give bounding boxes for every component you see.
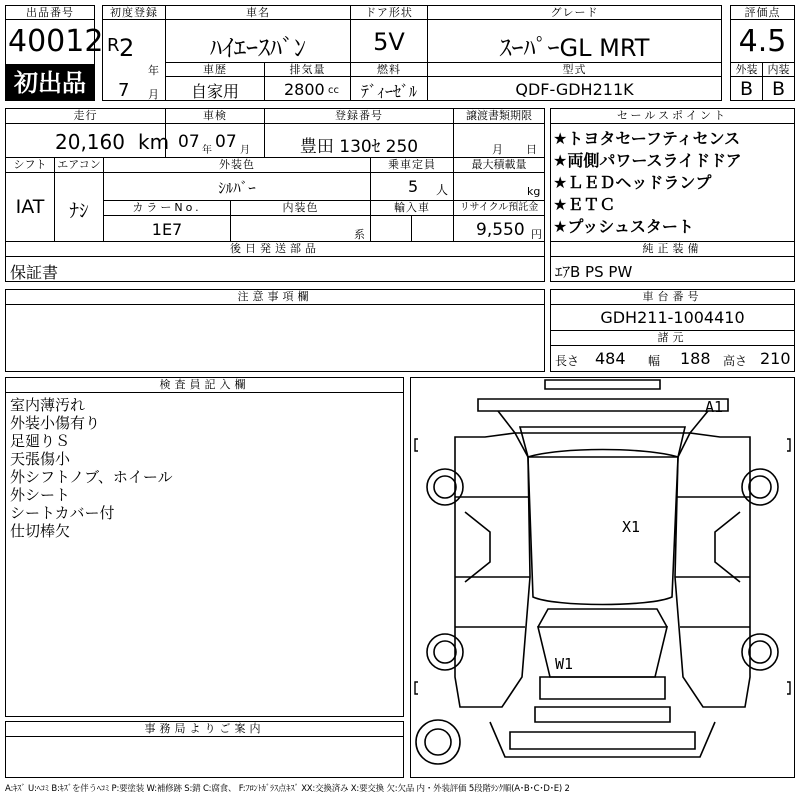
import-cell bbox=[411, 215, 454, 242]
interior-color-label: 内装色 bbox=[230, 200, 371, 216]
width-label: 幅 bbox=[648, 354, 661, 368]
interior-color-suffix: 系 bbox=[354, 228, 365, 241]
shift-label: シフト bbox=[5, 157, 55, 173]
inspector-note: シートカバー付 bbox=[10, 504, 115, 522]
width-value: 188 bbox=[680, 349, 711, 368]
fuel: ﾃﾞｨｰｾﾞﾙ bbox=[360, 82, 417, 101]
car-damage-diagram bbox=[410, 377, 795, 778]
damage-mark-x1: X1 bbox=[622, 518, 641, 536]
transfer-doc-day-unit: 日 bbox=[526, 143, 537, 156]
inspector-note: 仕切棒欠 bbox=[10, 522, 71, 540]
recycle-deposit: 9,550 bbox=[476, 220, 525, 240]
inspection-label: 車検 bbox=[165, 108, 265, 124]
chassis-label: 車台番号 bbox=[550, 289, 795, 305]
capacity: 5 bbox=[408, 177, 419, 196]
color-no: 1E7 bbox=[151, 220, 183, 239]
inspector-label: 検査員記入欄 bbox=[5, 377, 404, 393]
dimensions-label: 諸元 bbox=[550, 330, 795, 346]
displacement-label: 排気量 bbox=[264, 62, 351, 77]
recycle-label: リサイクル預託金 bbox=[453, 200, 545, 216]
inspector-note: 室内薄汚れ bbox=[10, 396, 86, 414]
first-registration-label: 初度登録 bbox=[102, 5, 166, 20]
aircon: ﾅｼ bbox=[69, 200, 89, 222]
lot-number: 40012 bbox=[8, 24, 104, 59]
exterior-score: B bbox=[739, 78, 754, 100]
lot-number-label: 出品番号 bbox=[5, 5, 95, 20]
exterior-score-label: 外装 bbox=[730, 62, 763, 77]
recycle-unit: 円 bbox=[531, 228, 542, 241]
era-mark: R bbox=[107, 35, 120, 56]
history-label: 車歴 bbox=[165, 62, 265, 77]
sales-point-item: ★プッシュスタート bbox=[553, 217, 694, 236]
door-type: 5V bbox=[373, 28, 405, 56]
interior-color-cell bbox=[230, 215, 371, 242]
later-parts-label: 後日発送部品 bbox=[5, 241, 545, 257]
inspection-month-unit: 月 bbox=[240, 145, 250, 156]
legend-footer: A:ｷｽﾞ U:ﾍｺﾐ B:ｷｽﾞを伴うﾍｺﾐ P:要塗装 W:補修跡 S:錆 C:腐食、 F:ﾌﾛﾝﾄｶﾞﾗｽ点ｷｽﾞ XX:交換済み X:要交換 欠:欠品 内・外装評価 5段階ﾗﾝｸ順(A･B･C･D･E) 2 bbox=[5, 784, 570, 794]
displacement-unit: cc bbox=[328, 85, 339, 96]
height-value: 210 bbox=[760, 349, 791, 368]
history: 自家用 bbox=[190, 82, 239, 101]
sales-point-item: ★両側パワースライドドア bbox=[553, 151, 742, 170]
office-area bbox=[5, 736, 404, 778]
length-label: 長さ bbox=[555, 354, 580, 368]
overall-score: 4.5 bbox=[738, 24, 787, 59]
door-type-label: ドア形状 bbox=[350, 5, 428, 20]
genuine-equipment-label: 純正装備 bbox=[550, 241, 795, 257]
registration-label: 登録番号 bbox=[264, 108, 454, 124]
transfer-doc-label: 譲渡書類期限 bbox=[453, 108, 545, 124]
later-parts-cell bbox=[5, 256, 545, 282]
inspection-year-unit: 年 bbox=[202, 145, 212, 156]
import-cell bbox=[370, 215, 412, 242]
inspector-note: 外装小傷有り bbox=[10, 414, 101, 432]
grade: ｽｰﾊﾟｰGL MRT bbox=[499, 34, 650, 62]
capacity-label: 乗車定員 bbox=[370, 157, 454, 173]
mileage: 20,160 bbox=[55, 130, 125, 154]
genuine-equipment: ｴｱB PS PW bbox=[555, 263, 633, 281]
mileage-label: 走行 bbox=[5, 108, 166, 124]
sales-point-item: ★ＬＥＤヘッドランプ bbox=[553, 173, 712, 192]
year-unit: 年 bbox=[148, 64, 159, 77]
score-label: 評価点 bbox=[730, 5, 795, 20]
aircon-label: エアコン bbox=[54, 157, 104, 173]
inspector-note: 外シート bbox=[10, 486, 71, 504]
capacity-unit: 人 bbox=[436, 183, 449, 197]
sales-point-item: ★ＥＴＣ bbox=[553, 195, 616, 214]
notes-label: 注意事項欄 bbox=[5, 289, 545, 305]
max-load-unit: kg bbox=[527, 185, 541, 198]
inspection-month: 07 bbox=[215, 132, 237, 152]
first-listing-badge: 初出品 bbox=[5, 65, 95, 101]
inspector-note: 天張傷小 bbox=[10, 450, 71, 468]
damage-mark-w1: W1 bbox=[555, 655, 574, 673]
car-name-label: 車名 bbox=[165, 5, 351, 20]
car-name: ﾊｲｴｰｽﾊﾞﾝ bbox=[210, 34, 306, 62]
length-value: 484 bbox=[595, 349, 626, 368]
exterior-color: ｼﾙﾊﾞｰ bbox=[218, 179, 256, 197]
transfer-doc-month-unit: 月 bbox=[492, 143, 503, 156]
sales-points-label: セールスポイント bbox=[550, 108, 795, 124]
first-registration-month: 7 bbox=[118, 80, 130, 101]
sales-point-item: ★トヨタセーフティセンス bbox=[553, 129, 741, 148]
color-no-label: カラーNo. bbox=[103, 200, 231, 216]
grade-label: グレード bbox=[427, 5, 722, 20]
later-parts: 保証書 bbox=[10, 263, 59, 282]
model-code-label: 型式 bbox=[427, 62, 722, 77]
month-unit: 月 bbox=[148, 88, 159, 101]
damage-mark-a1: A1 bbox=[705, 398, 724, 416]
notes-area bbox=[5, 304, 545, 372]
registration-number: 豊田 130ｾ 250 bbox=[299, 137, 419, 157]
mileage-unit: km bbox=[138, 130, 170, 154]
sales-points-list bbox=[553, 128, 742, 238]
office-label: 事務局よりご案内 bbox=[5, 721, 404, 737]
first-registration-year: 2 bbox=[119, 34, 135, 62]
exterior-color-label: 外装色 bbox=[103, 157, 371, 173]
inspector-note: 外シフトノブ、ホイール bbox=[10, 468, 173, 486]
interior-score-label: 内装 bbox=[762, 62, 795, 77]
shift: IAT bbox=[15, 196, 45, 218]
inspector-note: 足廻りＳ bbox=[10, 432, 71, 450]
chassis-number: GDH211-1004410 bbox=[600, 308, 745, 327]
height-label: 高さ bbox=[723, 354, 748, 368]
import-label: 輸入車 bbox=[370, 200, 454, 216]
max-load-label: 最大積載量 bbox=[453, 157, 545, 173]
interior-score: B bbox=[771, 78, 786, 100]
displacement: 2800 bbox=[284, 80, 325, 99]
fuel-label: 燃料 bbox=[350, 62, 428, 77]
inspection-year: 07 bbox=[178, 132, 200, 152]
model-code: QDF-GDH211K bbox=[515, 80, 634, 99]
inspector-notes bbox=[10, 396, 173, 540]
dimensions-cell bbox=[550, 345, 795, 372]
